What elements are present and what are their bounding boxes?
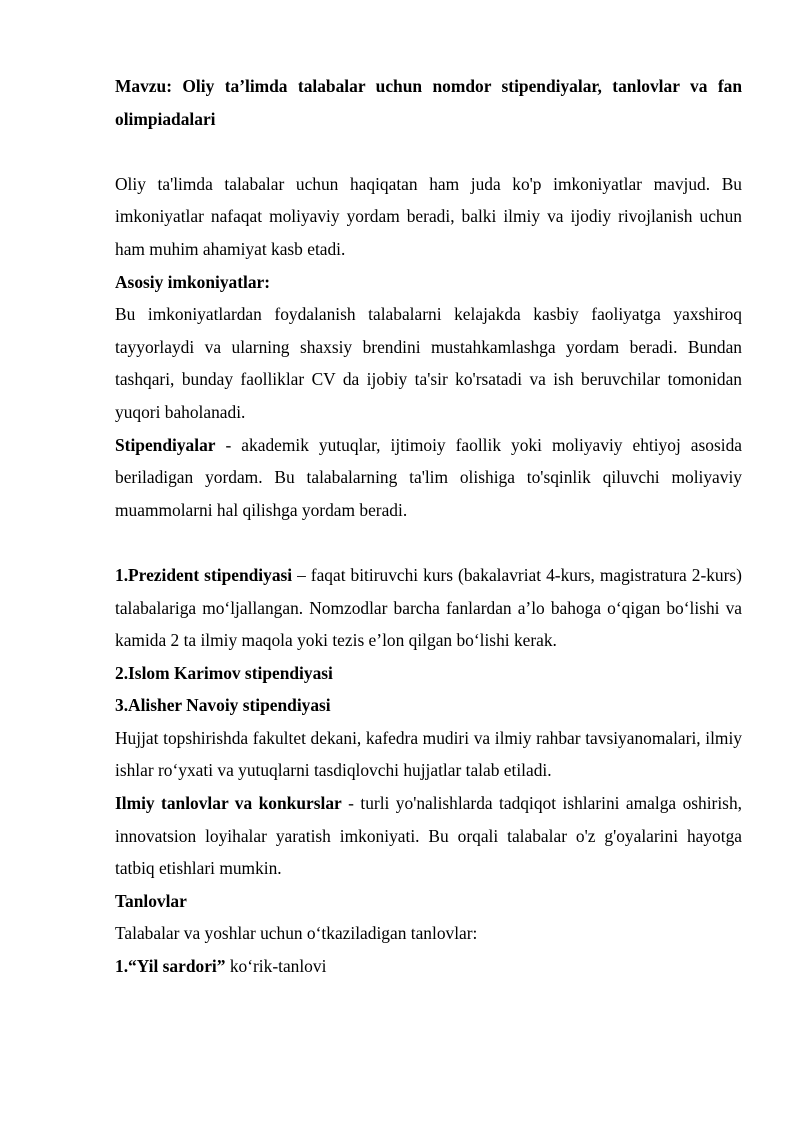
tanlovlar-intro: Talabalar va yoshlar uchun o‘tkaziladigan tanlovlar: <box>115 923 478 944</box>
opportunities-paragraph: Bu imkoniyatlardan foydalanish talabalarni kelajakda kasbiy faoliyatga yaxshiroq tayyorlaydi va ularning shaxsiy brendini mustahkamlashga yordam beradi. Bundan tashqari, bunday faolliklar CV da ijobiy ta'sir ko'rsatadi va ish beruvchilar tomonidan yuqori baholanadi. <box>115 304 742 422</box>
spacer <box>115 526 742 559</box>
stipend-item-islom-karimov: 2.Islom Karimov stipendiyasi <box>115 662 333 683</box>
contests-term: Ilmiy tanlovlar va konkurslar <box>115 793 342 814</box>
stipends-definition: - akademik yutuqlar, ijtimoiy faollik yoki moliyaviy ehtiyoj asosida beriladigan yordam. Bu talabalarning ta'lim olishiga to'sqinlik qiluvchi moliyaviy muammolarni hal qilishga yordam beradi. <box>115 434 742 520</box>
document-page <box>115 70 742 983</box>
contests-paragraph <box>115 787 742 885</box>
stipends-term: Stipendiyalar <box>115 434 216 455</box>
tanlov-item-text: ko‘rik-tanlovi <box>225 956 327 977</box>
documents-paragraph: Hujjat topshirishda fakultet dekani, kafedra mudiri va ilmiy rahbar tavsiyanomalari, ilmiy ishlar ro‘yxati va yutuqlarni tasdiqlovchi hujjatlar talab etiladi. <box>115 727 742 781</box>
document-title: Mavzu: Oliy ta’limda talabalar uchun nomdor stipendiyalar, tanlovlar va fan olimpiadalari <box>115 76 742 129</box>
stipend-item-text: – faqat bitiruvchi kurs (bakalavriat 4-kurs, magistratura 2-kurs) talabalariga mo‘ljallangan. Nomzodlar barcha fanlardan a’lo bahoga o‘qigan bo‘lishi va kamida 2 ta ilmiy maqola yoki tezis e’lon qilgan bo‘lishi kerak. <box>115 564 742 651</box>
opportunities-heading: Asosiy imkoniyatlar: <box>115 271 271 292</box>
tanlov-item-yil-sardori <box>115 950 742 983</box>
stipend-item-president <box>115 559 742 657</box>
tanlov-item-title: 1.“Yil sardori” <box>115 956 226 977</box>
contests-definition: - turli yo'nalishlarda tadqiqot ishlarini amalga oshirish, innovatsion loyihalar yaratish imkoniyati. Bu orqali talabalar o'z g'oyalarini hayotga tatbiq etishlari mumkin. <box>115 793 742 879</box>
intro-paragraph: Oliy ta'limda talabalar uchun haqiqatan ham juda ko'p imkoniyatlar mavjud. Bu imkoniyatlar nafaqat moliyaviy yordam beradi, balki ilmiy va ijodiy rivojlanish uchun ham muhim ahamiyat kasb etadi. <box>115 173 742 259</box>
stipend-item-alisher-navoiy: 3.Alisher Navoiy stipendiyasi <box>115 695 331 716</box>
spacer <box>115 135 742 168</box>
stipend-item-title: 1.Prezident stipendiyasi <box>115 564 293 585</box>
stipends-paragraph <box>115 429 742 527</box>
tanlovlar-heading: Tanlovlar <box>115 890 187 911</box>
